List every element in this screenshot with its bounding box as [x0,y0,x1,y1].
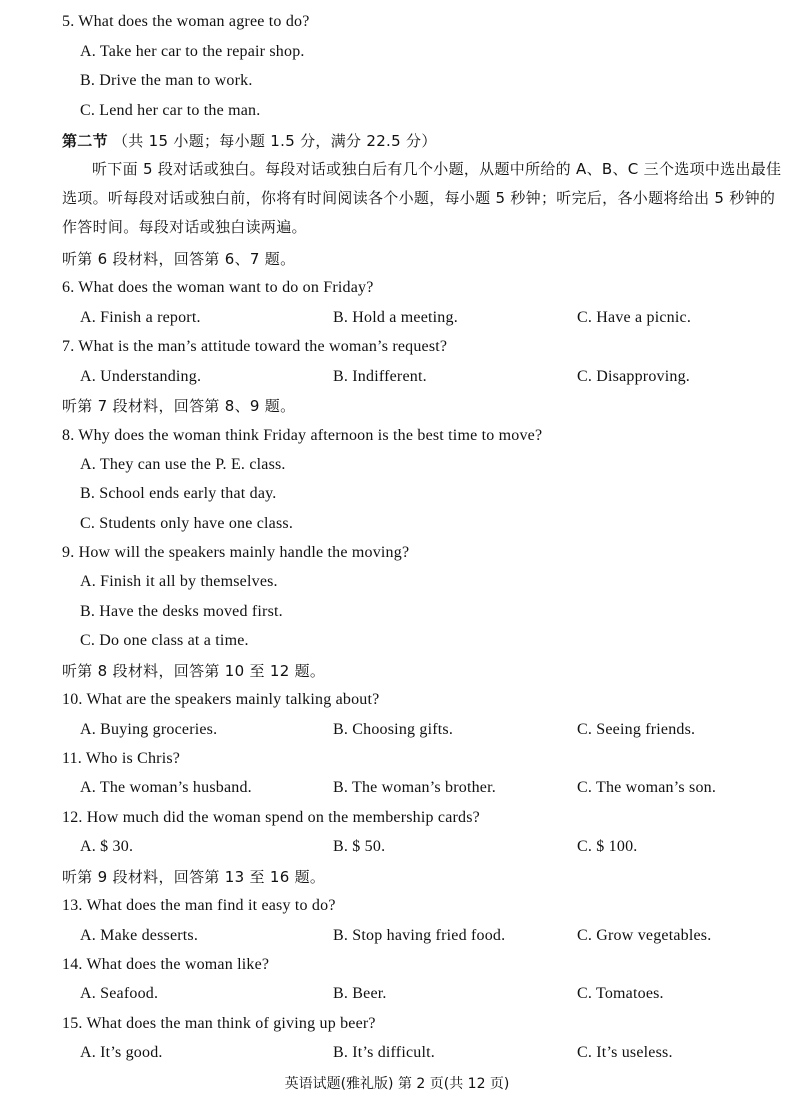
question-15-option-c: C. It’s useless. [577,1044,673,1061]
set-6-heading: 听第 6 段材料，回答第 6、7 题。 [62,250,296,268]
set-9-heading: 听第 9 段材料，回答第 13 至 16 题。 [62,868,326,886]
section-2-title: 第二节 [62,132,108,150]
question-12-option-c: C. $ 100. [577,838,638,855]
question-5-option-a: A. Take her car to the repair shop. [80,43,305,60]
question-13-stem: 13. What does the man find it easy to do? [62,897,336,914]
question-6-option-a: A. Finish a report. [80,309,201,326]
question-15-stem: 15. What does the man think of giving up beer? [62,1015,376,1032]
section-2-note: （共 15 小题；每小题 1.5 分，满分 22.5 分） [112,132,437,150]
question-7-option-b: B. Indifferent. [333,368,427,385]
question-7-option-c: C. Disapproving. [577,368,690,385]
question-8-stem: 8. Why does the woman think Friday afternoon is the best time to move? [62,427,543,444]
question-11-option-c: C. The woman’s son. [577,779,717,796]
question-9-stem: 9. How will the speakers mainly handle the moving? [62,544,410,561]
question-8-option-a: A. They can use the P. E. class. [80,456,286,473]
question-6-option-c: C. Have a picnic. [577,309,692,326]
question-13-option-b: B. Stop having fried food. [333,927,506,944]
question-6-option-b: B. Hold a meeting. [333,309,458,326]
page-footer: 英语试题(雅礼版) 第 2 页(共 12 页) [284,1076,510,1092]
question-11-option-b: B. The woman’s brother. [333,779,496,796]
question-14-stem: 14. What does the woman like? [62,956,270,973]
set-7-heading: 听第 7 段材料，回答第 8、9 题。 [62,397,296,415]
question-10-option-a: A. Buying groceries. [80,721,218,738]
question-14-option-b: B. Beer. [333,985,387,1002]
question-8-option-c: C. Students only have one class. [80,515,294,532]
question-12-option-b: B. $ 50. [333,838,386,855]
question-11-option-a: A. The woman’s husband. [80,779,252,796]
question-13-option-a: A. Make desserts. [80,927,199,944]
question-14-option-c: C. Tomatoes. [577,985,664,1002]
set-8-heading: 听第 8 段材料，回答第 10 至 12 题。 [62,662,326,680]
question-11-stem: 11. Who is Chris? [62,750,181,767]
question-12-option-a: A. $ 30. [80,838,134,855]
question-9-option-c: C. Do one class at a time. [80,632,249,649]
question-5-stem: 5. What does the woman agree to do? [62,13,310,30]
question-14-option-a: A. Seafood. [80,985,159,1002]
section-2-instructions: 听下面 5 段对话或独白。每段对话或独白后有几个小题，从题中所给的 A、B、C 三个选项中选出最佳选项。听每段对话或独白前，你将有时间阅读各个小题，每小题 5 秒钟；听完后，各小题将给出 5 秒钟的作答时间。每段对话或独白读两遍。 [62,160,782,236]
question-10-stem: 10. What are the speakers mainly talking about? [62,691,380,708]
question-13-option-c: C. Grow vegetables. [577,927,712,944]
section-2-header [62,131,437,151]
question-15-option-b: B. It’s difficult. [333,1044,435,1061]
question-9-option-a: A. Finish it all by themselves. [80,573,278,590]
question-15-option-a: A. It’s good. [80,1044,163,1061]
question-5-option-c: C. Lend her car to the man. [80,102,261,119]
question-6-stem: 6. What does the woman want to do on Friday? [62,279,374,296]
question-10-option-b: B. Choosing gifts. [333,721,454,738]
question-12-stem: 12. How much did the woman spend on the membership cards? [62,809,480,826]
question-9-option-b: B. Have the desks moved first. [80,603,283,620]
question-7-stem: 7. What is the man’s attitude toward the woman’s request? [62,338,448,355]
question-8-option-b: B. School ends early that day. [80,485,277,502]
question-5-option-b: B. Drive the man to work. [80,72,253,89]
question-10-option-c: C. Seeing friends. [577,721,696,738]
question-7-option-a: A. Understanding. [80,368,202,385]
